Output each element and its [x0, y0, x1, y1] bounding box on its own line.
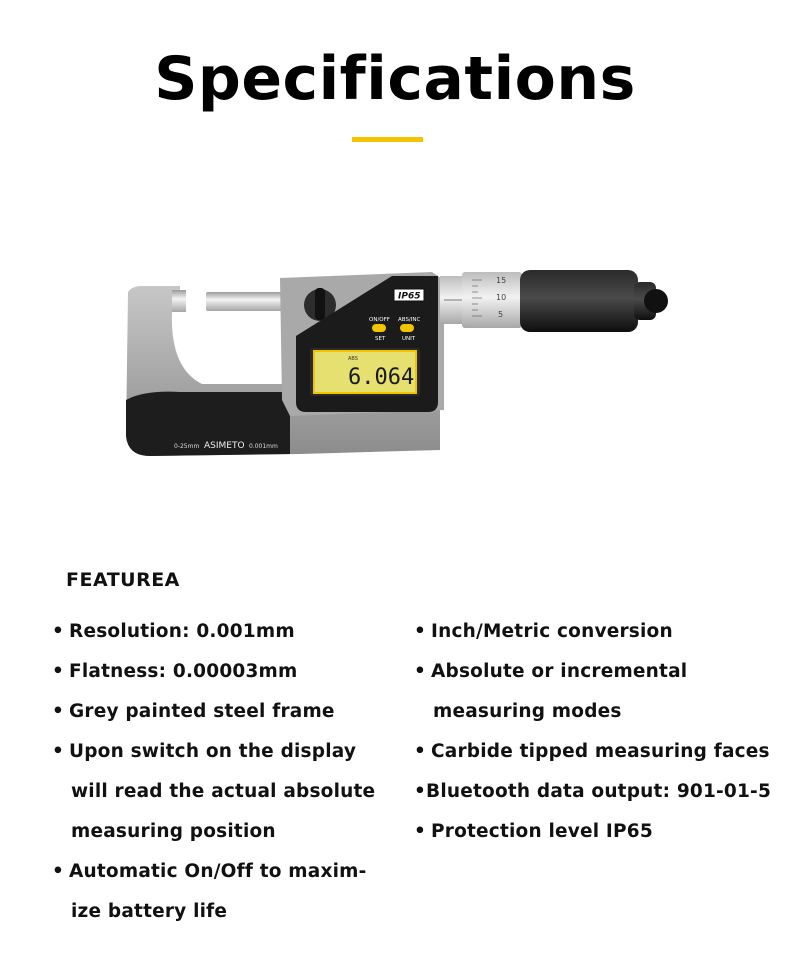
lcd-mode: ABS	[348, 356, 358, 362]
ip-badge-text: IP65	[398, 291, 421, 302]
feature-line	[414, 812, 771, 852]
thimble-knob	[520, 270, 638, 332]
feature-text: Automatic On/Off to maxim-	[69, 861, 367, 882]
bullet-icon: •	[414, 661, 427, 682]
feature-text: Carbide tipped measuring faces	[431, 741, 770, 762]
resolution-label: 0.001mm	[249, 443, 278, 450]
feature-line	[52, 692, 375, 732]
feature-text: ize battery life	[71, 901, 228, 922]
bullet-icon: •	[52, 701, 65, 722]
brand-label: ASIMETO	[204, 441, 245, 451]
features-heading: FEATUREA	[66, 569, 180, 591]
feature-text: measuring position	[71, 821, 276, 842]
bullet-icon: •	[52, 741, 65, 762]
bullet-icon: •	[52, 861, 65, 882]
feature-line	[414, 652, 771, 692]
feature-line	[52, 732, 375, 772]
scale-15: 15	[496, 276, 507, 285]
feature-line	[414, 772, 771, 812]
feature-text: Bluetooth data output: 901-01-5	[426, 781, 772, 802]
bullet-icon: •	[414, 821, 427, 842]
features-left-column	[52, 612, 375, 932]
title-accent-bar	[352, 137, 423, 142]
absinc-button	[400, 324, 414, 332]
feature-line	[52, 892, 375, 932]
absinc-label: ABS/INC	[398, 317, 421, 323]
feature-text: Resolution: 0.001mm	[69, 621, 295, 642]
unit-label: UNIT	[402, 336, 416, 342]
onoff-button	[372, 324, 386, 332]
feature-line	[414, 612, 771, 652]
anvil	[172, 290, 186, 312]
range-label: 0-25mm	[174, 443, 200, 450]
page-title: Specifications	[154, 44, 636, 114]
feature-text: Protection level IP65	[431, 821, 653, 842]
feature-line	[414, 732, 771, 772]
bullet-icon: •	[414, 621, 427, 642]
bullet-icon: •	[414, 781, 427, 802]
feature-text: Upon switch on the display	[69, 741, 357, 762]
feature-line	[52, 812, 375, 852]
micrometer-image	[110, 250, 700, 480]
set-label: SET	[375, 336, 386, 342]
feature-line	[52, 852, 375, 892]
bullet-icon: •	[52, 661, 65, 682]
feature-line	[52, 652, 375, 692]
feature-text: will read the actual absolute	[71, 781, 376, 802]
bullet-icon: •	[52, 621, 65, 642]
feature-line	[52, 612, 375, 652]
thimble	[462, 272, 522, 328]
feature-text: Flatness: 0.00003mm	[69, 661, 298, 682]
onoff-label: ON/OFF	[369, 317, 390, 323]
feature-text: Inch/Metric conversion	[431, 621, 673, 642]
scale-5: 5	[498, 310, 504, 319]
spindle	[206, 292, 282, 311]
lock-lever	[315, 288, 325, 320]
features-right-column	[414, 612, 771, 852]
feature-line	[52, 772, 375, 812]
scale-10: 10	[496, 293, 507, 302]
bullet-icon: •	[414, 741, 427, 762]
feature-text: Absolute or incremental	[431, 661, 688, 682]
feature-text: measuring modes	[433, 701, 622, 722]
feature-line	[414, 692, 771, 732]
feature-text: Grey painted steel frame	[69, 701, 335, 722]
lcd-reading: 6.064	[348, 365, 415, 390]
